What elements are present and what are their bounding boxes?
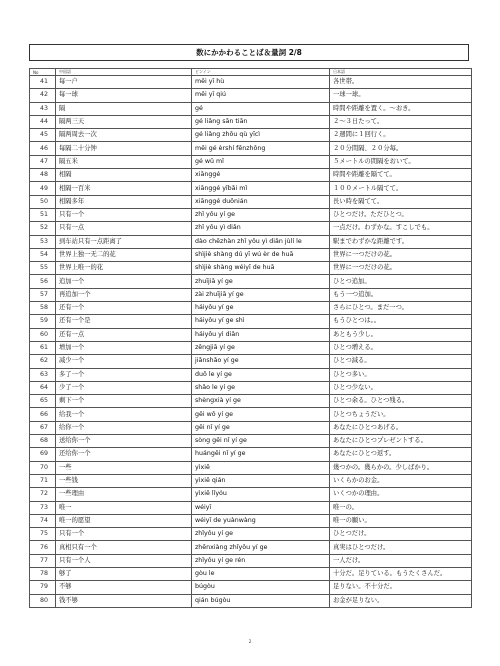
table-row	[30, 448, 472, 461]
chinese-cell: 还有一点	[56, 328, 192, 341]
pinyin-cell: zhuījiā yí ge	[192, 275, 330, 288]
pinyin-cell: yìxiē	[192, 461, 330, 474]
japanese-cell: 時間や距離を隔てて。	[330, 169, 472, 182]
table-row	[30, 421, 472, 434]
table-row	[30, 381, 472, 394]
table-row	[30, 328, 472, 341]
table-row	[30, 195, 472, 208]
chinese-cell: 一些	[56, 461, 192, 474]
japanese-cell: あなたにひとつプレゼントする。	[330, 435, 472, 448]
japanese-cell: 幾つかの。幾らかの。少しばかり。	[330, 461, 472, 474]
japanese-cell: ひとつだけ。	[330, 528, 472, 541]
header-japanese: 日本語	[330, 69, 472, 76]
japanese-cell: あなたにひとつ返す。	[330, 448, 472, 461]
japanese-cell: ひとつ増える。	[330, 341, 472, 354]
chinese-cell: 送给你一个	[56, 435, 192, 448]
row-number: 60	[30, 328, 56, 341]
pinyin-cell: měi yī qiú	[192, 89, 330, 102]
pinyin-cell: zhǐ yǒu yí ge	[192, 208, 330, 221]
table-row	[30, 341, 472, 354]
chinese-cell: 隔	[56, 102, 192, 115]
table-row	[30, 501, 472, 514]
chinese-cell: 世界上独一无二的花	[56, 248, 192, 261]
japanese-cell: 時間や距離を置く。〜おき。	[330, 102, 472, 115]
table-row	[30, 129, 472, 142]
pinyin-cell: háiyǒu yí ge shì	[192, 315, 330, 328]
pinyin-cell: gěi nǐ yí ge	[192, 421, 330, 434]
chinese-cell: 每一球	[56, 89, 192, 102]
japanese-cell: 一人だけ。	[330, 554, 472, 567]
pinyin-cell: qián búgòu	[192, 594, 330, 607]
chinese-cell: 隔五米	[56, 155, 192, 168]
table-row	[30, 435, 472, 448]
pinyin-cell: gé wǔ mǐ	[192, 155, 330, 168]
japanese-cell: 十分だ。足りている。もうたくさんだ。	[330, 567, 472, 580]
japanese-cell: ひとつ減る。	[330, 355, 472, 368]
pinyin-cell: zhǐyǒu yí ge	[192, 528, 330, 541]
row-number: 73	[30, 501, 56, 514]
row-number: 62	[30, 355, 56, 368]
pinyin-cell: zhēnxiàng zhǐyǒu yí ge	[192, 541, 330, 554]
chinese-cell: 唯一	[56, 501, 192, 514]
chinese-cell: 每隔二十分钟	[56, 142, 192, 155]
pinyin-cell: zhǐ yǒu yì diǎn	[192, 222, 330, 235]
pinyin-cell: háiyǒu yí ge	[192, 302, 330, 315]
pinyin-cell: háiyǒu yì diǎn	[192, 328, 330, 341]
row-number: 50	[30, 195, 56, 208]
pinyin-cell: gé liǎng zhōu qù yīcì	[192, 129, 330, 142]
japanese-cell: さらにひとつ。まだ一つ。	[330, 302, 472, 315]
japanese-cell: ひとつちょうだい。	[330, 408, 472, 421]
chinese-cell: 还有一个是	[56, 315, 192, 328]
pinyin-cell: shǎo le yí ge	[192, 381, 330, 394]
pinyin-cell: xiānggé	[192, 169, 330, 182]
table-row	[30, 355, 472, 368]
row-number: 47	[30, 155, 56, 168]
row-number: 68	[30, 435, 56, 448]
table-row	[30, 395, 472, 408]
table-row	[30, 567, 472, 580]
table-row	[30, 581, 472, 594]
row-number: 76	[30, 541, 56, 554]
pinyin-cell: búgòu	[192, 581, 330, 594]
row-number: 77	[30, 554, 56, 567]
row-number: 65	[30, 395, 56, 408]
row-number: 69	[30, 448, 56, 461]
chinese-cell: 多了一个	[56, 368, 192, 381]
row-number: 45	[30, 129, 56, 142]
japanese-cell: 一球一球。	[330, 89, 472, 102]
chinese-cell: 相隔	[56, 169, 192, 182]
pinyin-cell: zhǐyǒu yí ge rén	[192, 554, 330, 567]
japanese-cell: ひとつ少ない。	[330, 381, 472, 394]
chinese-cell: 还给你一个	[56, 448, 192, 461]
table-row	[30, 208, 472, 221]
table-row	[30, 89, 472, 102]
row-number: 56	[30, 275, 56, 288]
japanese-cell: あともう少し。	[330, 328, 472, 341]
chinese-cell: 一些理由	[56, 488, 192, 501]
table-row	[30, 248, 472, 261]
pinyin-cell: huángěi nǐ yí ge	[192, 448, 330, 461]
pinyin-cell: měi yī hù	[192, 76, 330, 89]
pinyin-cell: duō le yí ge	[192, 368, 330, 381]
chinese-cell: 到车站只有一点距离了	[56, 235, 192, 248]
chinese-cell: 不够	[56, 581, 192, 594]
chinese-cell: 相隔一百米	[56, 182, 192, 195]
table-row	[30, 461, 472, 474]
pinyin-cell: gé liǎng sān tiān	[192, 115, 330, 128]
japanese-cell: ２０分間隔、２０分毎。	[330, 142, 472, 155]
page-title: 数にかかわることば＆量詞 2/8	[29, 44, 469, 61]
row-number: 75	[30, 528, 56, 541]
japanese-cell: 世界に一つだけの花。	[330, 248, 472, 261]
table-row	[30, 528, 472, 541]
row-number: 42	[30, 89, 56, 102]
table-row	[30, 488, 472, 501]
japanese-cell: 一点だけ。わずかな。すこしでも。	[330, 222, 472, 235]
japanese-cell: 真実はひとつだけ。	[330, 541, 472, 554]
table-row	[30, 288, 472, 301]
table-row	[30, 102, 472, 115]
table-row	[30, 408, 472, 421]
chinese-cell: 少了一个	[56, 381, 192, 394]
table-row	[30, 115, 472, 128]
chinese-cell: 钱不够	[56, 594, 192, 607]
pinyin-cell: dào chēzhàn zhǐ yǒu yì diǎn jùlí le	[192, 235, 330, 248]
row-number: 61	[30, 341, 56, 354]
row-number: 79	[30, 581, 56, 594]
chinese-cell: 隔两周去一次	[56, 129, 192, 142]
row-number: 70	[30, 461, 56, 474]
pinyin-cell: zài zhuījiā yí ge	[192, 288, 330, 301]
japanese-cell: ひとつ追加。	[330, 275, 472, 288]
pinyin-cell: yìxiē qián	[192, 474, 330, 487]
chinese-cell: 唯一的愿望	[56, 514, 192, 527]
japanese-cell: もう一つ追加。	[330, 288, 472, 301]
chinese-cell: 只有一个	[56, 528, 192, 541]
pinyin-cell: yìxiē lǐyóu	[192, 488, 330, 501]
row-number: 44	[30, 115, 56, 128]
row-number: 78	[30, 567, 56, 580]
japanese-cell: ２〜３日たって。	[330, 115, 472, 128]
chinese-cell: 追加一个	[56, 275, 192, 288]
row-number: 63	[30, 368, 56, 381]
pinyin-cell: sòng gěi nǐ yí ge	[192, 435, 330, 448]
row-number: 67	[30, 421, 56, 434]
table-row	[30, 554, 472, 567]
pinyin-cell: shèngxià yí ge	[192, 395, 330, 408]
chinese-cell: 只有一点	[56, 222, 192, 235]
chinese-cell: 给你一个	[56, 421, 192, 434]
japanese-cell: 各世帯。	[330, 76, 472, 89]
chinese-cell: 增加一个	[56, 341, 192, 354]
pinyin-cell: shìjiè shàng dú yī wú èr de huā	[192, 248, 330, 261]
row-number: 55	[30, 262, 56, 275]
pinyin-cell: wéiyī	[192, 501, 330, 514]
table-row	[30, 474, 472, 487]
vocabulary-table	[29, 68, 472, 608]
pinyin-cell: jiǎnshǎo yí ge	[192, 355, 330, 368]
chinese-cell: 减少一个	[56, 355, 192, 368]
row-number: 52	[30, 222, 56, 235]
japanese-cell: ひとつ多い。	[330, 368, 472, 381]
chinese-cell: 再追加一个	[56, 288, 192, 301]
japanese-cell: いくつかの理由。	[330, 488, 472, 501]
pinyin-cell: gěi wǒ yí ge	[192, 408, 330, 421]
table-row	[30, 222, 472, 235]
row-number: 58	[30, 302, 56, 315]
row-number: 64	[30, 381, 56, 394]
row-number: 72	[30, 488, 56, 501]
page-number: 2	[248, 640, 252, 645]
table-header-row	[30, 69, 472, 76]
chinese-cell: 只有一个人	[56, 554, 192, 567]
row-number: 54	[30, 248, 56, 261]
pinyin-cell: xiānggé duōnián	[192, 195, 330, 208]
japanese-cell: ５メートルの間隔をおいて。	[330, 155, 472, 168]
row-number: 48	[30, 169, 56, 182]
chinese-cell: 相隔多年	[56, 195, 192, 208]
japanese-cell: 唯一の。	[330, 501, 472, 514]
table-row	[30, 541, 472, 554]
chinese-cell: 只有一个	[56, 208, 192, 221]
pinyin-cell: gòu le	[192, 567, 330, 580]
row-number: 80	[30, 594, 56, 607]
row-number: 43	[30, 102, 56, 115]
japanese-cell: 唯一の願い。	[330, 514, 472, 527]
table-row	[30, 275, 472, 288]
table-row	[30, 76, 472, 89]
row-number: 46	[30, 142, 56, 155]
table-row	[30, 262, 472, 275]
row-number: 57	[30, 288, 56, 301]
pinyin-cell: shìjiè shàng wéiyī de huā	[192, 262, 330, 275]
japanese-cell: いくらかのお金。	[330, 474, 472, 487]
header-chinese: 中国語	[56, 69, 192, 76]
japanese-cell: 駅までわずかな距離です。	[330, 235, 472, 248]
pinyin-cell: měi gé èrshí fēnzhōng	[192, 142, 330, 155]
header-no: No	[30, 69, 56, 76]
chinese-cell: 真相只有一个	[56, 541, 192, 554]
table-row	[30, 315, 472, 328]
chinese-cell: 一些钱	[56, 474, 192, 487]
table-row	[30, 368, 472, 381]
chinese-cell: 隔两三天	[56, 115, 192, 128]
row-number: 66	[30, 408, 56, 421]
row-number: 74	[30, 514, 56, 527]
japanese-cell: 世界に一つだけの花。	[330, 262, 472, 275]
table-row	[30, 302, 472, 315]
pinyin-cell: zēngjiā yí ge	[192, 341, 330, 354]
japanese-cell: あなたにひとつあげる。	[330, 421, 472, 434]
table-row	[30, 594, 472, 607]
table-row	[30, 182, 472, 195]
row-number: 49	[30, 182, 56, 195]
japanese-cell: ２週間に１回行く。	[330, 129, 472, 142]
row-number: 59	[30, 315, 56, 328]
table-row	[30, 142, 472, 155]
chinese-cell: 够了	[56, 567, 192, 580]
japanese-cell: ひとつだけ。ただひとつ。	[330, 208, 472, 221]
row-number: 41	[30, 76, 56, 89]
row-number: 51	[30, 208, 56, 221]
japanese-cell: １００メートル隔てて。	[330, 182, 472, 195]
row-number: 71	[30, 474, 56, 487]
chinese-cell: 世界上唯一的花	[56, 262, 192, 275]
table-row	[30, 155, 472, 168]
japanese-cell: 足りない。不十分だ。	[330, 581, 472, 594]
japanese-cell: お金が足りない。	[330, 594, 472, 607]
chinese-cell: 剩下一个	[56, 395, 192, 408]
table-row	[30, 235, 472, 248]
japanese-cell: 長い時を隔てて。	[330, 195, 472, 208]
chinese-cell: 还有一个	[56, 302, 192, 315]
table-row	[30, 169, 472, 182]
japanese-cell: ひとつ余る。ひとつ残る。	[330, 395, 472, 408]
header-pinyin: ピンイン	[192, 69, 330, 76]
table-row	[30, 514, 472, 527]
japanese-cell: もうひとつは。。	[330, 315, 472, 328]
pinyin-cell: xiānggé yībǎi mǐ	[192, 182, 330, 195]
pinyin-cell: gé	[192, 102, 330, 115]
chinese-cell: 每一户	[56, 76, 192, 89]
pinyin-cell: wéiyī de yuànwàng	[192, 514, 330, 527]
chinese-cell: 给我一个	[56, 408, 192, 421]
row-number: 53	[30, 235, 56, 248]
